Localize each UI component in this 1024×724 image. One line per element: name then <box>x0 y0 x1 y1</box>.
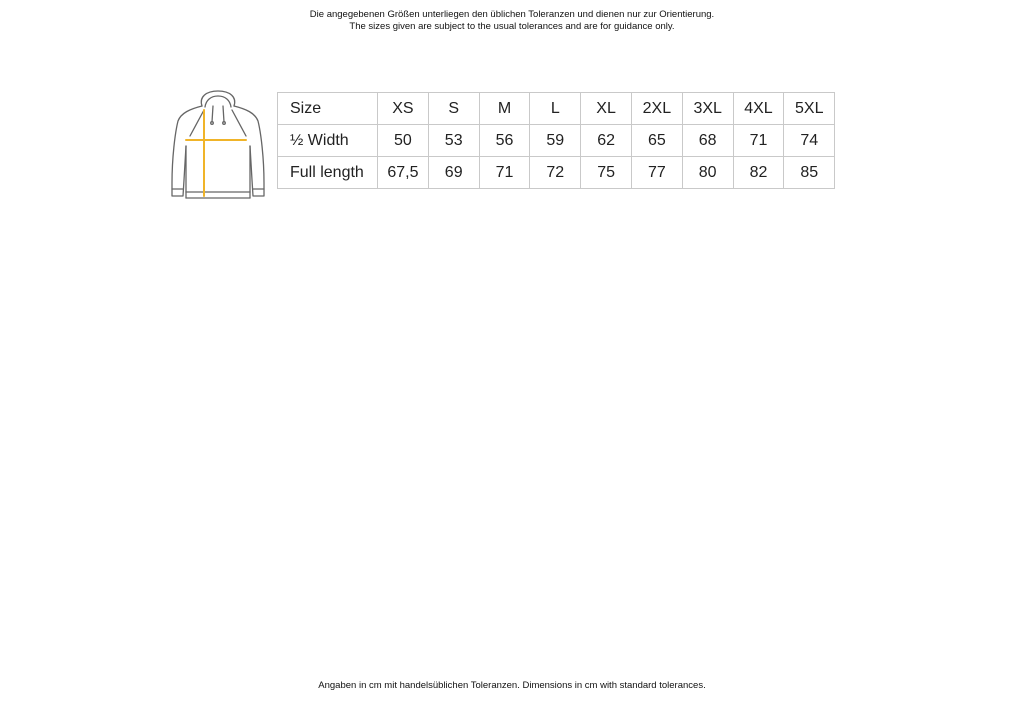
half-width-cell: 59 <box>530 125 581 157</box>
full-length-cell: 72 <box>530 157 581 189</box>
header-note-english: The sizes given are subject to the usual tolerances and are for guidance only. <box>349 21 675 32</box>
size-cell: XS <box>378 93 429 125</box>
half-width-cell: 74 <box>784 125 835 157</box>
size-cell: XL <box>581 93 632 125</box>
full-length-cell: 75 <box>581 157 632 189</box>
half-width-cell: 50 <box>378 125 429 157</box>
hoodie-measurement-icon <box>166 88 270 202</box>
half-width-cell: 65 <box>631 125 682 157</box>
size-cell: S <box>428 93 479 125</box>
header-note-german: Die angegebenen Größen unterliegen den üblichen Toleranzen und dienen nur zur Orientierung. <box>309 9 715 20</box>
full-length-cell: 85 <box>784 157 835 189</box>
half-width-cell: 53 <box>428 125 479 157</box>
size-cell: M <box>479 93 530 125</box>
size-cell: 5XL <box>784 93 835 125</box>
full-length-cell: 71 <box>479 157 530 189</box>
size-cell: 2XL <box>631 93 682 125</box>
full-length-cell: 67,5 <box>378 157 429 189</box>
full-length-cell: 80 <box>682 157 733 189</box>
full-length-cell: 82 <box>733 157 784 189</box>
half-width-cell: 71 <box>733 125 784 157</box>
full-length-row <box>278 157 835 189</box>
full-length-cell: 77 <box>631 157 682 189</box>
size-cell: L <box>530 93 581 125</box>
size-cell: 3XL <box>682 93 733 125</box>
full-length-cell: 69 <box>428 157 479 189</box>
header-note <box>0 9 1024 33</box>
size-table <box>277 92 835 189</box>
size-row <box>278 93 835 125</box>
row-label-full-length: Full length <box>278 157 378 189</box>
half-width-row <box>278 125 835 157</box>
half-width-cell: 68 <box>682 125 733 157</box>
row-label-half-width: ½ Width <box>278 125 378 157</box>
row-label-size: Size <box>278 93 378 125</box>
half-width-cell: 62 <box>581 125 632 157</box>
size-cell: 4XL <box>733 93 784 125</box>
footer-note: Angaben in cm mit handelsüblichen Toleranzen. Dimensions in cm with standard tolerances. <box>318 680 706 691</box>
half-width-cell: 56 <box>479 125 530 157</box>
